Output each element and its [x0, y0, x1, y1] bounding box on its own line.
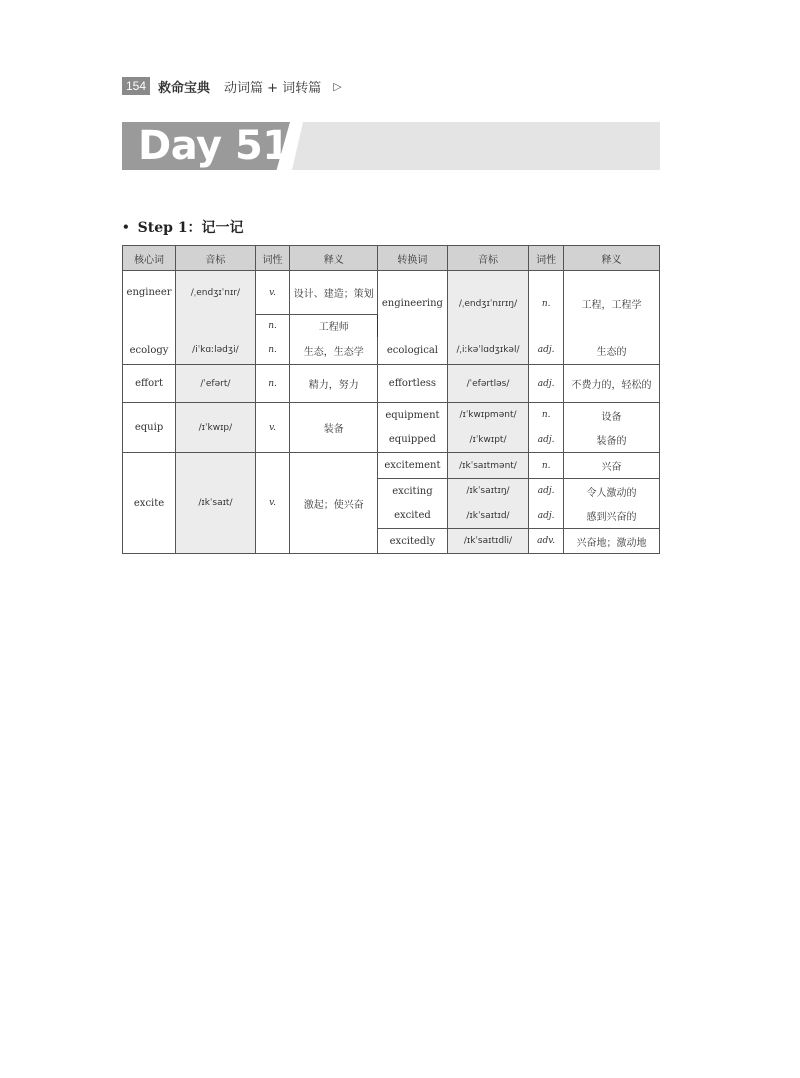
day-banner [122, 122, 660, 170]
col-header-derived-word: 转换词 [378, 246, 447, 271]
table-row [123, 365, 660, 403]
derived-pos: adj. [529, 365, 564, 403]
core-phonetic-empty [176, 315, 256, 337]
derived-word: exciting [378, 479, 447, 504]
derived-word: excitement [378, 453, 447, 479]
core-meaning: 激起；使兴奋 [290, 453, 378, 554]
derived-meaning: 工程，工程学 [564, 271, 660, 337]
bullet: • [122, 220, 130, 234]
derived-pos: n. [529, 453, 564, 479]
core-word: excite [123, 453, 176, 554]
page-header [122, 76, 342, 96]
derived-word: equipment [378, 403, 447, 428]
col-header-derived-meaning: 释义 [564, 246, 660, 271]
table-row [123, 403, 660, 428]
derived-pos: n. [529, 271, 564, 337]
derived-phonetic: /ˈefərtləs/ [447, 365, 529, 403]
derived-word: equipped [378, 428, 447, 453]
derived-phonetic: /ˌendʒɪˈnɪrɪŋ/ [447, 271, 529, 337]
core-word: ecology [123, 337, 176, 365]
vocab-table [122, 245, 660, 554]
derived-word: excited [378, 504, 447, 529]
book-title: 救命宝典 [158, 80, 211, 96]
derived-phonetic: /ɪkˈsaɪtɪŋ/ [447, 479, 529, 504]
derived-meaning: 生态的 [564, 337, 660, 365]
table-row [123, 337, 660, 365]
derived-pos: adv. [529, 529, 564, 554]
derived-pos: adj. [529, 428, 564, 453]
derived-meaning: 装备的 [564, 428, 660, 453]
derived-pos: adj. [529, 337, 564, 365]
core-pos: v. [255, 453, 290, 554]
page-number: 154 [122, 77, 150, 95]
core-phonetic: /ˌendʒɪˈnɪr/ [176, 271, 256, 315]
col-header-meaning: 释义 [290, 246, 378, 271]
core-phonetic: /ˈefərt/ [176, 365, 256, 403]
derived-word: effortless [378, 365, 447, 403]
derived-meaning: 兴奋地；激动地 [564, 529, 660, 554]
derived-phonetic: /ɪkˈsaɪtɪdli/ [447, 529, 529, 554]
core-phonetic: /ɪkˈsaɪt/ [176, 453, 256, 554]
derived-meaning: 兴奋 [564, 453, 660, 479]
table-header-row [123, 246, 660, 271]
core-word: engineer [123, 271, 176, 315]
derived-word: engineering [378, 271, 447, 337]
derived-phonetic: /ˌiːkəˈlɑdʒɪkəl/ [447, 337, 529, 365]
core-word: equip [123, 403, 176, 453]
core-word-empty [123, 315, 176, 337]
derived-meaning: 设备 [564, 403, 660, 428]
section-title: 动词篇 + 词转篇 [224, 80, 322, 96]
derived-pos: adj. [529, 479, 564, 504]
step-label: Step 1：记一记 [137, 220, 244, 236]
col-header-pos: 词性 [255, 246, 290, 271]
core-meaning: 工程师 [290, 315, 378, 337]
core-phonetic: /iˈkɑːlədʒi/ [176, 337, 256, 365]
core-meaning: 生态，生态学 [290, 337, 378, 365]
derived-meaning: 令人激动的 [564, 479, 660, 504]
col-header-core-word: 核心词 [123, 246, 176, 271]
derived-word: ecological [378, 337, 447, 365]
day-title: Day 51 [138, 123, 290, 169]
core-pos: n. [255, 315, 290, 337]
derived-pos: n. [529, 403, 564, 428]
col-header-derived-phonetic: 音标 [447, 246, 529, 271]
col-header-derived-pos: 词性 [529, 246, 564, 271]
derived-phonetic: /ɪˈkwɪpt/ [447, 428, 529, 453]
core-meaning: 设计、建造；策划 [290, 271, 378, 315]
table-row [123, 271, 660, 315]
derived-phonetic: /ɪkˈsaɪtmənt/ [447, 453, 529, 479]
core-pos: v. [255, 271, 290, 315]
play-arrow-icon: ▷ [333, 79, 342, 93]
derived-meaning: 感到兴奋的 [564, 504, 660, 529]
core-word: effort [123, 365, 176, 403]
core-pos: v. [255, 403, 290, 453]
core-pos: n. [255, 337, 290, 365]
col-header-phonetic: 音标 [176, 246, 256, 271]
core-pos: n. [255, 365, 290, 403]
day-banner-light [292, 122, 660, 170]
table-row [123, 453, 660, 479]
derived-phonetic: /ɪˈkwɪpmənt/ [447, 403, 529, 428]
derived-pos: adj. [529, 504, 564, 529]
derived-word: excitedly [378, 529, 447, 554]
core-meaning: 精力，努力 [290, 365, 378, 403]
core-phonetic: /ɪˈkwɪp/ [176, 403, 256, 453]
core-meaning: 装备 [290, 403, 378, 453]
derived-meaning: 不费力的，轻松的 [564, 365, 660, 403]
derived-phonetic: /ɪkˈsaɪtɪd/ [447, 504, 529, 529]
step-heading [122, 217, 244, 237]
